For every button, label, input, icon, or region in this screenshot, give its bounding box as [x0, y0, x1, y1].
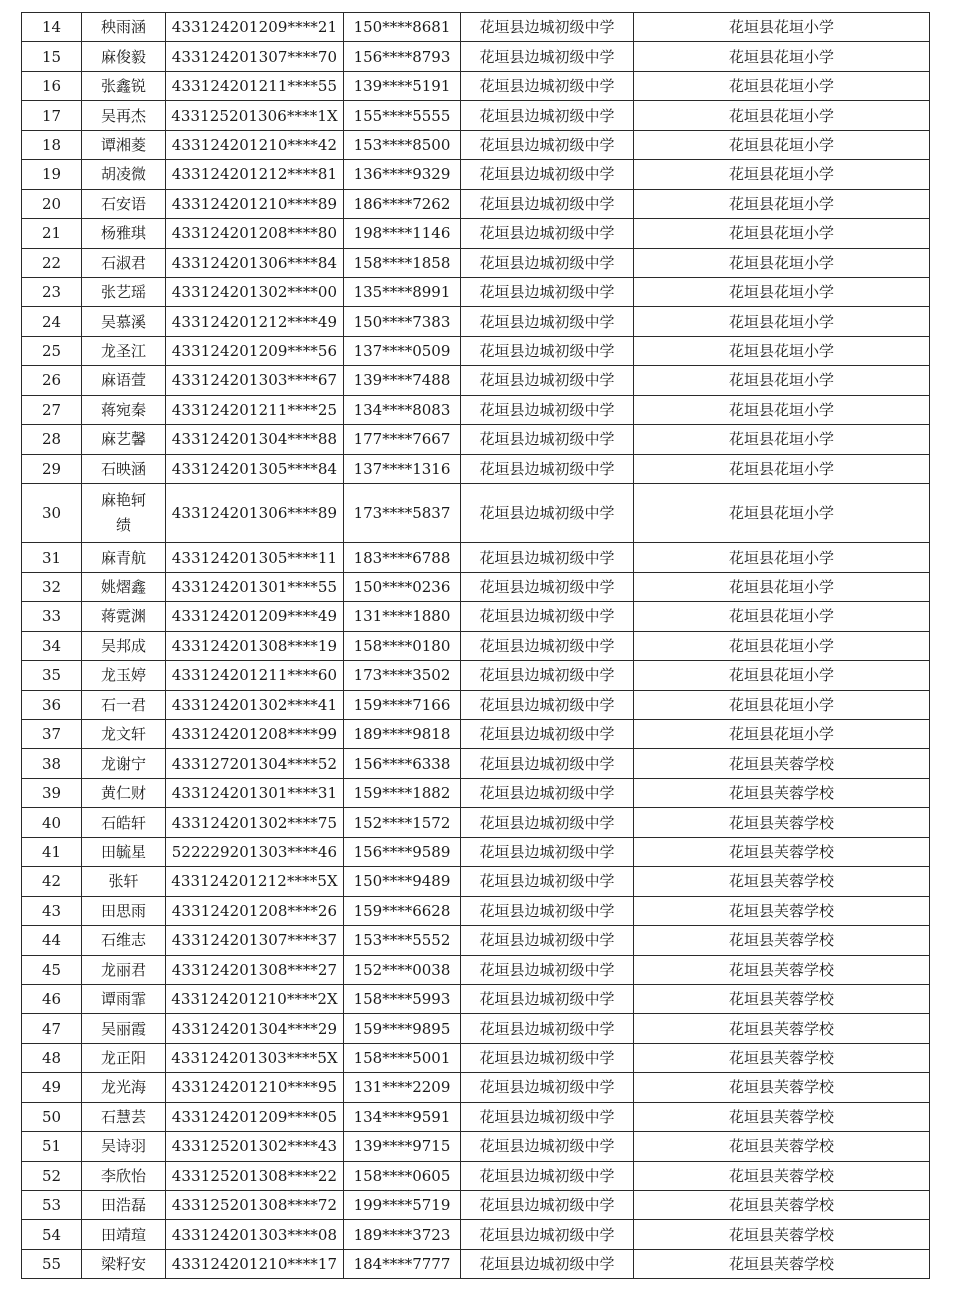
cell-current-school: 花垣县边城初级中学 — [461, 71, 634, 100]
cell-name: 石安语 — [82, 189, 166, 218]
cell-number: 16 — [22, 71, 82, 100]
cell-id-number: 433124201303****5X — [166, 1043, 344, 1072]
cell-target-school: 花垣县芙蓉学校 — [634, 984, 930, 1013]
cell-target-school: 花垣县芙蓉学校 — [634, 778, 930, 807]
cell-current-school: 花垣县边城初级中学 — [461, 160, 634, 189]
cell-id-number: 433124201303****08 — [166, 1220, 344, 1249]
cell-phone: 150****8681 — [344, 13, 461, 42]
cell-phone: 158****0180 — [344, 631, 461, 660]
cell-current-school: 花垣县边城初级中学 — [461, 307, 634, 336]
cell-number: 17 — [22, 101, 82, 130]
cell-id-number: 433124201307****70 — [166, 42, 344, 71]
cell-id-number: 433124201208****99 — [166, 720, 344, 749]
table-row — [22, 602, 930, 631]
cell-id-number: 522229201303****46 — [166, 837, 344, 866]
table-row — [22, 1102, 930, 1131]
cell-number: 33 — [22, 602, 82, 631]
cell-target-school: 花垣县花垣小学 — [634, 661, 930, 690]
cell-number: 27 — [22, 395, 82, 424]
cell-id-number: 433124201306****89 — [166, 484, 344, 543]
cell-id-number: 433124201209****56 — [166, 336, 344, 365]
table-row — [22, 1073, 930, 1102]
cell-current-school: 花垣县边城初级中学 — [461, 955, 634, 984]
cell-name: 石映涵 — [82, 454, 166, 483]
cell-phone: 156****8793 — [344, 42, 461, 71]
cell-id-number: 433124201212****5X — [166, 867, 344, 896]
cell-number: 18 — [22, 130, 82, 159]
cell-name: 吴诗羽 — [82, 1132, 166, 1161]
cell-current-school: 花垣县边城初级中学 — [461, 749, 634, 778]
cell-number: 42 — [22, 867, 82, 896]
cell-phone: 155****5555 — [344, 101, 461, 130]
table-row — [22, 484, 930, 543]
cell-target-school: 花垣县花垣小学 — [634, 572, 930, 601]
cell-name: 龙圣江 — [82, 336, 166, 365]
cell-phone: 177****7667 — [344, 425, 461, 454]
cell-name: 石皓轩 — [82, 808, 166, 837]
cell-number: 39 — [22, 778, 82, 807]
cell-phone: 150****0236 — [344, 572, 461, 601]
cell-current-school: 花垣县边城初级中学 — [461, 984, 634, 1013]
cell-number: 31 — [22, 543, 82, 572]
cell-id-number: 433124201210****95 — [166, 1073, 344, 1102]
cell-phone: 137****1316 — [344, 454, 461, 483]
cell-name: 姚熠鑫 — [82, 572, 166, 601]
student-table — [21, 12, 930, 1279]
table-row — [22, 896, 930, 925]
cell-target-school: 花垣县花垣小学 — [634, 425, 930, 454]
cell-number: 26 — [22, 366, 82, 395]
table-row — [22, 366, 930, 395]
cell-target-school: 花垣县花垣小学 — [634, 219, 930, 248]
cell-id-number: 433124201307****37 — [166, 926, 344, 955]
table-row — [22, 248, 930, 277]
table-row — [22, 661, 930, 690]
cell-current-school: 花垣县边城初级中学 — [461, 189, 634, 218]
cell-name: 田毓星 — [82, 837, 166, 866]
table-row — [22, 955, 930, 984]
cell-current-school: 花垣县边城初级中学 — [461, 277, 634, 306]
cell-id-number: 433124201210****89 — [166, 189, 344, 218]
cell-number: 43 — [22, 896, 82, 925]
cell-id-number: 433124201302****00 — [166, 277, 344, 306]
table-row — [22, 1132, 930, 1161]
cell-phone: 153****8500 — [344, 130, 461, 159]
cell-target-school: 花垣县花垣小学 — [634, 13, 930, 42]
cell-target-school: 花垣县芙蓉学校 — [634, 1220, 930, 1249]
cell-phone: 184****7777 — [344, 1249, 461, 1278]
table-row — [22, 307, 930, 336]
cell-phone: 153****5552 — [344, 926, 461, 955]
cell-current-school: 花垣县边城初级中学 — [461, 366, 634, 395]
cell-name: 麻艳轲绩 — [82, 484, 166, 543]
cell-target-school: 花垣县花垣小学 — [634, 484, 930, 543]
cell-target-school: 花垣县芙蓉学校 — [634, 1161, 930, 1190]
cell-name: 张鑫锐 — [82, 71, 166, 100]
cell-phone: 139****7488 — [344, 366, 461, 395]
cell-current-school: 花垣县边城初级中学 — [461, 1102, 634, 1131]
cell-target-school: 花垣县花垣小学 — [634, 336, 930, 365]
cell-number: 37 — [22, 720, 82, 749]
cell-phone: 152****1572 — [344, 808, 461, 837]
cell-id-number: 433124201302****75 — [166, 808, 344, 837]
cell-id-number: 433125201302****43 — [166, 1132, 344, 1161]
cell-number: 38 — [22, 749, 82, 778]
cell-name: 田浩磊 — [82, 1191, 166, 1220]
cell-phone: 173****5837 — [344, 484, 461, 543]
cell-name: 龙谢宁 — [82, 749, 166, 778]
cell-number: 23 — [22, 277, 82, 306]
cell-number: 48 — [22, 1043, 82, 1072]
cell-target-school: 花垣县花垣小学 — [634, 454, 930, 483]
cell-phone: 135****8991 — [344, 277, 461, 306]
cell-number: 32 — [22, 572, 82, 601]
cell-current-school: 花垣县边城初级中学 — [461, 425, 634, 454]
cell-id-number: 433124201211****25 — [166, 395, 344, 424]
cell-phone: 139****9715 — [344, 1132, 461, 1161]
table-row — [22, 101, 930, 130]
cell-phone: 186****7262 — [344, 189, 461, 218]
cell-current-school: 花垣县边城初级中学 — [461, 778, 634, 807]
cell-phone: 159****7166 — [344, 690, 461, 719]
cell-phone: 158****5001 — [344, 1043, 461, 1072]
cell-id-number: 433124201211****60 — [166, 661, 344, 690]
cell-id-number: 433125201308****22 — [166, 1161, 344, 1190]
cell-target-school: 花垣县花垣小学 — [634, 248, 930, 277]
cell-current-school: 花垣县边城初级中学 — [461, 336, 634, 365]
cell-number: 54 — [22, 1220, 82, 1249]
table-row — [22, 1191, 930, 1220]
cell-phone: 159****1882 — [344, 778, 461, 807]
cell-id-number: 433124201208****26 — [166, 896, 344, 925]
cell-id-number: 433124201209****49 — [166, 602, 344, 631]
table-row — [22, 631, 930, 660]
cell-phone: 198****1146 — [344, 219, 461, 248]
cell-name: 麻艺馨 — [82, 425, 166, 454]
cell-current-school: 花垣县边城初级中学 — [461, 1161, 634, 1190]
table-row — [22, 1014, 930, 1043]
table-row — [22, 690, 930, 719]
cell-phone: 159****6628 — [344, 896, 461, 925]
table-row — [22, 749, 930, 778]
table-row — [22, 984, 930, 1013]
cell-current-school: 花垣县边城初级中学 — [461, 42, 634, 71]
cell-target-school: 花垣县芙蓉学校 — [634, 1073, 930, 1102]
cell-target-school: 花垣县花垣小学 — [634, 720, 930, 749]
cell-phone: 189****9818 — [344, 720, 461, 749]
cell-name: 张艺瑶 — [82, 277, 166, 306]
cell-name: 张轩 — [82, 867, 166, 896]
cell-target-school: 花垣县花垣小学 — [634, 130, 930, 159]
cell-id-number: 433124201210****2X — [166, 984, 344, 1013]
table-row — [22, 1161, 930, 1190]
cell-current-school: 花垣县边城初级中学 — [461, 1220, 634, 1249]
cell-name: 石淑君 — [82, 248, 166, 277]
table-row — [22, 189, 930, 218]
cell-id-number: 433124201304****88 — [166, 425, 344, 454]
cell-number: 15 — [22, 42, 82, 71]
cell-phone: 158****1858 — [344, 248, 461, 277]
table-row — [22, 720, 930, 749]
cell-id-number: 433124201212****81 — [166, 160, 344, 189]
cell-number: 47 — [22, 1014, 82, 1043]
cell-name: 龙光海 — [82, 1073, 166, 1102]
cell-name: 谭雨霏 — [82, 984, 166, 1013]
table-row — [22, 1043, 930, 1072]
cell-number: 35 — [22, 661, 82, 690]
cell-number: 52 — [22, 1161, 82, 1190]
cell-name: 蒋霓渊 — [82, 602, 166, 631]
table-row — [22, 808, 930, 837]
cell-target-school: 花垣县芙蓉学校 — [634, 896, 930, 925]
cell-current-school: 花垣县边城初级中学 — [461, 631, 634, 660]
cell-current-school: 花垣县边城初级中学 — [461, 867, 634, 896]
cell-target-school: 花垣县芙蓉学校 — [634, 808, 930, 837]
cell-target-school: 花垣县花垣小学 — [634, 631, 930, 660]
cell-current-school: 花垣县边城初级中学 — [461, 926, 634, 955]
cell-phone: 199****5719 — [344, 1191, 461, 1220]
cell-name: 胡凌微 — [82, 160, 166, 189]
cell-current-school: 花垣县边城初级中学 — [461, 395, 634, 424]
cell-target-school: 花垣县芙蓉学校 — [634, 867, 930, 896]
cell-number: 28 — [22, 425, 82, 454]
table-row — [22, 867, 930, 896]
cell-current-school: 花垣县边城初级中学 — [461, 248, 634, 277]
cell-number: 22 — [22, 248, 82, 277]
cell-phone: 150****9489 — [344, 867, 461, 896]
cell-id-number: 433124201302****41 — [166, 690, 344, 719]
cell-phone: 136****9329 — [344, 160, 461, 189]
cell-current-school: 花垣县边城初级中学 — [461, 808, 634, 837]
cell-id-number: 433124201208****80 — [166, 219, 344, 248]
cell-target-school: 花垣县花垣小学 — [634, 307, 930, 336]
cell-current-school: 花垣县边城初级中学 — [461, 13, 634, 42]
cell-phone: 150****7383 — [344, 307, 461, 336]
cell-number: 19 — [22, 160, 82, 189]
cell-current-school: 花垣县边城初级中学 — [461, 1132, 634, 1161]
cell-phone: 156****9589 — [344, 837, 461, 866]
cell-name: 吴再杰 — [82, 101, 166, 130]
cell-target-school: 花垣县芙蓉学校 — [634, 1132, 930, 1161]
table-row — [22, 572, 930, 601]
cell-phone: 137****0509 — [344, 336, 461, 365]
cell-id-number: 433124201303****67 — [166, 366, 344, 395]
cell-name: 吴慕溪 — [82, 307, 166, 336]
cell-current-school: 花垣县边城初级中学 — [461, 661, 634, 690]
cell-id-number: 433124201210****42 — [166, 130, 344, 159]
cell-phone: 189****3723 — [344, 1220, 461, 1249]
cell-phone: 183****6788 — [344, 543, 461, 572]
cell-name: 田靖瑄 — [82, 1220, 166, 1249]
cell-id-number: 433124201308****27 — [166, 955, 344, 984]
cell-phone: 159****9895 — [344, 1014, 461, 1043]
cell-number: 21 — [22, 219, 82, 248]
cell-number: 24 — [22, 307, 82, 336]
cell-name: 龙正阳 — [82, 1043, 166, 1072]
cell-id-number: 433127201304****52 — [166, 749, 344, 778]
cell-current-school: 花垣县边城初级中学 — [461, 1191, 634, 1220]
cell-name: 梁籽安 — [82, 1249, 166, 1278]
cell-target-school: 花垣县花垣小学 — [634, 189, 930, 218]
cell-current-school: 花垣县边城初级中学 — [461, 130, 634, 159]
cell-name: 黄仁财 — [82, 778, 166, 807]
table-row — [22, 71, 930, 100]
table-row — [22, 926, 930, 955]
cell-name: 龙丽君 — [82, 955, 166, 984]
cell-current-school: 花垣县边城初级中学 — [461, 454, 634, 483]
cell-id-number: 433124201209****21 — [166, 13, 344, 42]
cell-phone: 158****5993 — [344, 984, 461, 1013]
cell-id-number: 433124201211****55 — [166, 71, 344, 100]
cell-number: 50 — [22, 1102, 82, 1131]
cell-target-school: 花垣县芙蓉学校 — [634, 749, 930, 778]
cell-name: 麻语萱 — [82, 366, 166, 395]
cell-number: 40 — [22, 808, 82, 837]
table-row — [22, 13, 930, 42]
cell-id-number: 433125201306****1X — [166, 101, 344, 130]
table-row — [22, 336, 930, 365]
cell-name: 吴丽霞 — [82, 1014, 166, 1043]
cell-id-number: 433124201301****31 — [166, 778, 344, 807]
table-row — [22, 219, 930, 248]
cell-number: 34 — [22, 631, 82, 660]
cell-target-school: 花垣县花垣小学 — [634, 602, 930, 631]
cell-phone: 134****8083 — [344, 395, 461, 424]
cell-number: 20 — [22, 189, 82, 218]
cell-name: 杨雅琪 — [82, 219, 166, 248]
cell-number: 46 — [22, 984, 82, 1013]
cell-number: 55 — [22, 1249, 82, 1278]
cell-target-school: 花垣县花垣小学 — [634, 690, 930, 719]
cell-target-school: 花垣县芙蓉学校 — [634, 1102, 930, 1131]
cell-name: 石维志 — [82, 926, 166, 955]
cell-target-school: 花垣县花垣小学 — [634, 543, 930, 572]
cell-current-school: 花垣县边城初级中学 — [461, 690, 634, 719]
cell-phone: 156****6338 — [344, 749, 461, 778]
cell-current-school: 花垣县边城初级中学 — [461, 543, 634, 572]
table-row — [22, 543, 930, 572]
cell-number: 51 — [22, 1132, 82, 1161]
cell-id-number: 433124201301****55 — [166, 572, 344, 601]
cell-current-school: 花垣县边城初级中学 — [461, 219, 634, 248]
cell-target-school: 花垣县芙蓉学校 — [634, 837, 930, 866]
cell-current-school: 花垣县边城初级中学 — [461, 1249, 634, 1278]
cell-target-school: 花垣县花垣小学 — [634, 160, 930, 189]
table-row — [22, 778, 930, 807]
cell-target-school: 花垣县花垣小学 — [634, 101, 930, 130]
cell-number: 49 — [22, 1073, 82, 1102]
cell-current-school: 花垣县边城初级中学 — [461, 1043, 634, 1072]
cell-target-school: 花垣县花垣小学 — [634, 366, 930, 395]
cell-number: 25 — [22, 336, 82, 365]
cell-id-number: 433124201305****84 — [166, 454, 344, 483]
cell-phone: 152****0038 — [344, 955, 461, 984]
cell-name: 麻青航 — [82, 543, 166, 572]
cell-target-school: 花垣县花垣小学 — [634, 42, 930, 71]
cell-target-school: 花垣县花垣小学 — [634, 277, 930, 306]
cell-number: 30 — [22, 484, 82, 543]
cell-name: 谭湘菱 — [82, 130, 166, 159]
cell-current-school: 花垣县边城初级中学 — [461, 572, 634, 601]
table-row — [22, 42, 930, 71]
cell-id-number: 433124201308****19 — [166, 631, 344, 660]
cell-phone: 139****5191 — [344, 71, 461, 100]
cell-target-school: 花垣县芙蓉学校 — [634, 1191, 930, 1220]
cell-name: 麻俊毅 — [82, 42, 166, 71]
cell-target-school: 花垣县花垣小学 — [634, 395, 930, 424]
cell-name: 蒋宛秦 — [82, 395, 166, 424]
cell-id-number: 433124201305****11 — [166, 543, 344, 572]
cell-current-school: 花垣县边城初级中学 — [461, 1014, 634, 1043]
table-body — [22, 13, 930, 1279]
table-row — [22, 130, 930, 159]
table-row — [22, 1249, 930, 1278]
cell-id-number: 433124201304****29 — [166, 1014, 344, 1043]
cell-id-number: 433125201308****72 — [166, 1191, 344, 1220]
cell-name: 石慧芸 — [82, 1102, 166, 1131]
cell-current-school: 花垣县边城初级中学 — [461, 602, 634, 631]
cell-current-school: 花垣县边城初级中学 — [461, 484, 634, 543]
cell-phone: 131****2209 — [344, 1073, 461, 1102]
cell-target-school: 花垣县芙蓉学校 — [634, 955, 930, 984]
cell-number: 53 — [22, 1191, 82, 1220]
cell-number: 36 — [22, 690, 82, 719]
cell-id-number: 433124201209****05 — [166, 1102, 344, 1131]
cell-name: 秧雨涵 — [82, 13, 166, 42]
cell-name: 石一君 — [82, 690, 166, 719]
cell-phone: 134****9591 — [344, 1102, 461, 1131]
table-row — [22, 837, 930, 866]
cell-number: 14 — [22, 13, 82, 42]
table-row — [22, 395, 930, 424]
cell-target-school: 花垣县花垣小学 — [634, 71, 930, 100]
cell-id-number: 433124201306****84 — [166, 248, 344, 277]
cell-phone: 131****1880 — [344, 602, 461, 631]
table-row — [22, 454, 930, 483]
cell-number: 41 — [22, 837, 82, 866]
cell-target-school: 花垣县芙蓉学校 — [634, 1249, 930, 1278]
cell-phone: 158****0605 — [344, 1161, 461, 1190]
cell-current-school: 花垣县边城初级中学 — [461, 837, 634, 866]
cell-name: 李欣怡 — [82, 1161, 166, 1190]
cell-phone: 173****3502 — [344, 661, 461, 690]
cell-current-school: 花垣县边城初级中学 — [461, 720, 634, 749]
cell-id-number: 433124201210****17 — [166, 1249, 344, 1278]
cell-name: 吴邦成 — [82, 631, 166, 660]
cell-number: 45 — [22, 955, 82, 984]
cell-name: 龙玉婷 — [82, 661, 166, 690]
cell-number: 29 — [22, 454, 82, 483]
cell-target-school: 花垣县芙蓉学校 — [634, 1043, 930, 1072]
table-row — [22, 160, 930, 189]
table-row — [22, 1220, 930, 1249]
cell-id-number: 433124201212****49 — [166, 307, 344, 336]
cell-current-school: 花垣县边城初级中学 — [461, 896, 634, 925]
cell-current-school: 花垣县边城初级中学 — [461, 101, 634, 130]
cell-target-school: 花垣县芙蓉学校 — [634, 1014, 930, 1043]
cell-current-school: 花垣县边城初级中学 — [461, 1073, 634, 1102]
table-row — [22, 277, 930, 306]
table-row — [22, 425, 930, 454]
cell-name: 田思雨 — [82, 896, 166, 925]
cell-name: 龙文轩 — [82, 720, 166, 749]
cell-target-school: 花垣县芙蓉学校 — [634, 926, 930, 955]
cell-number: 44 — [22, 926, 82, 955]
